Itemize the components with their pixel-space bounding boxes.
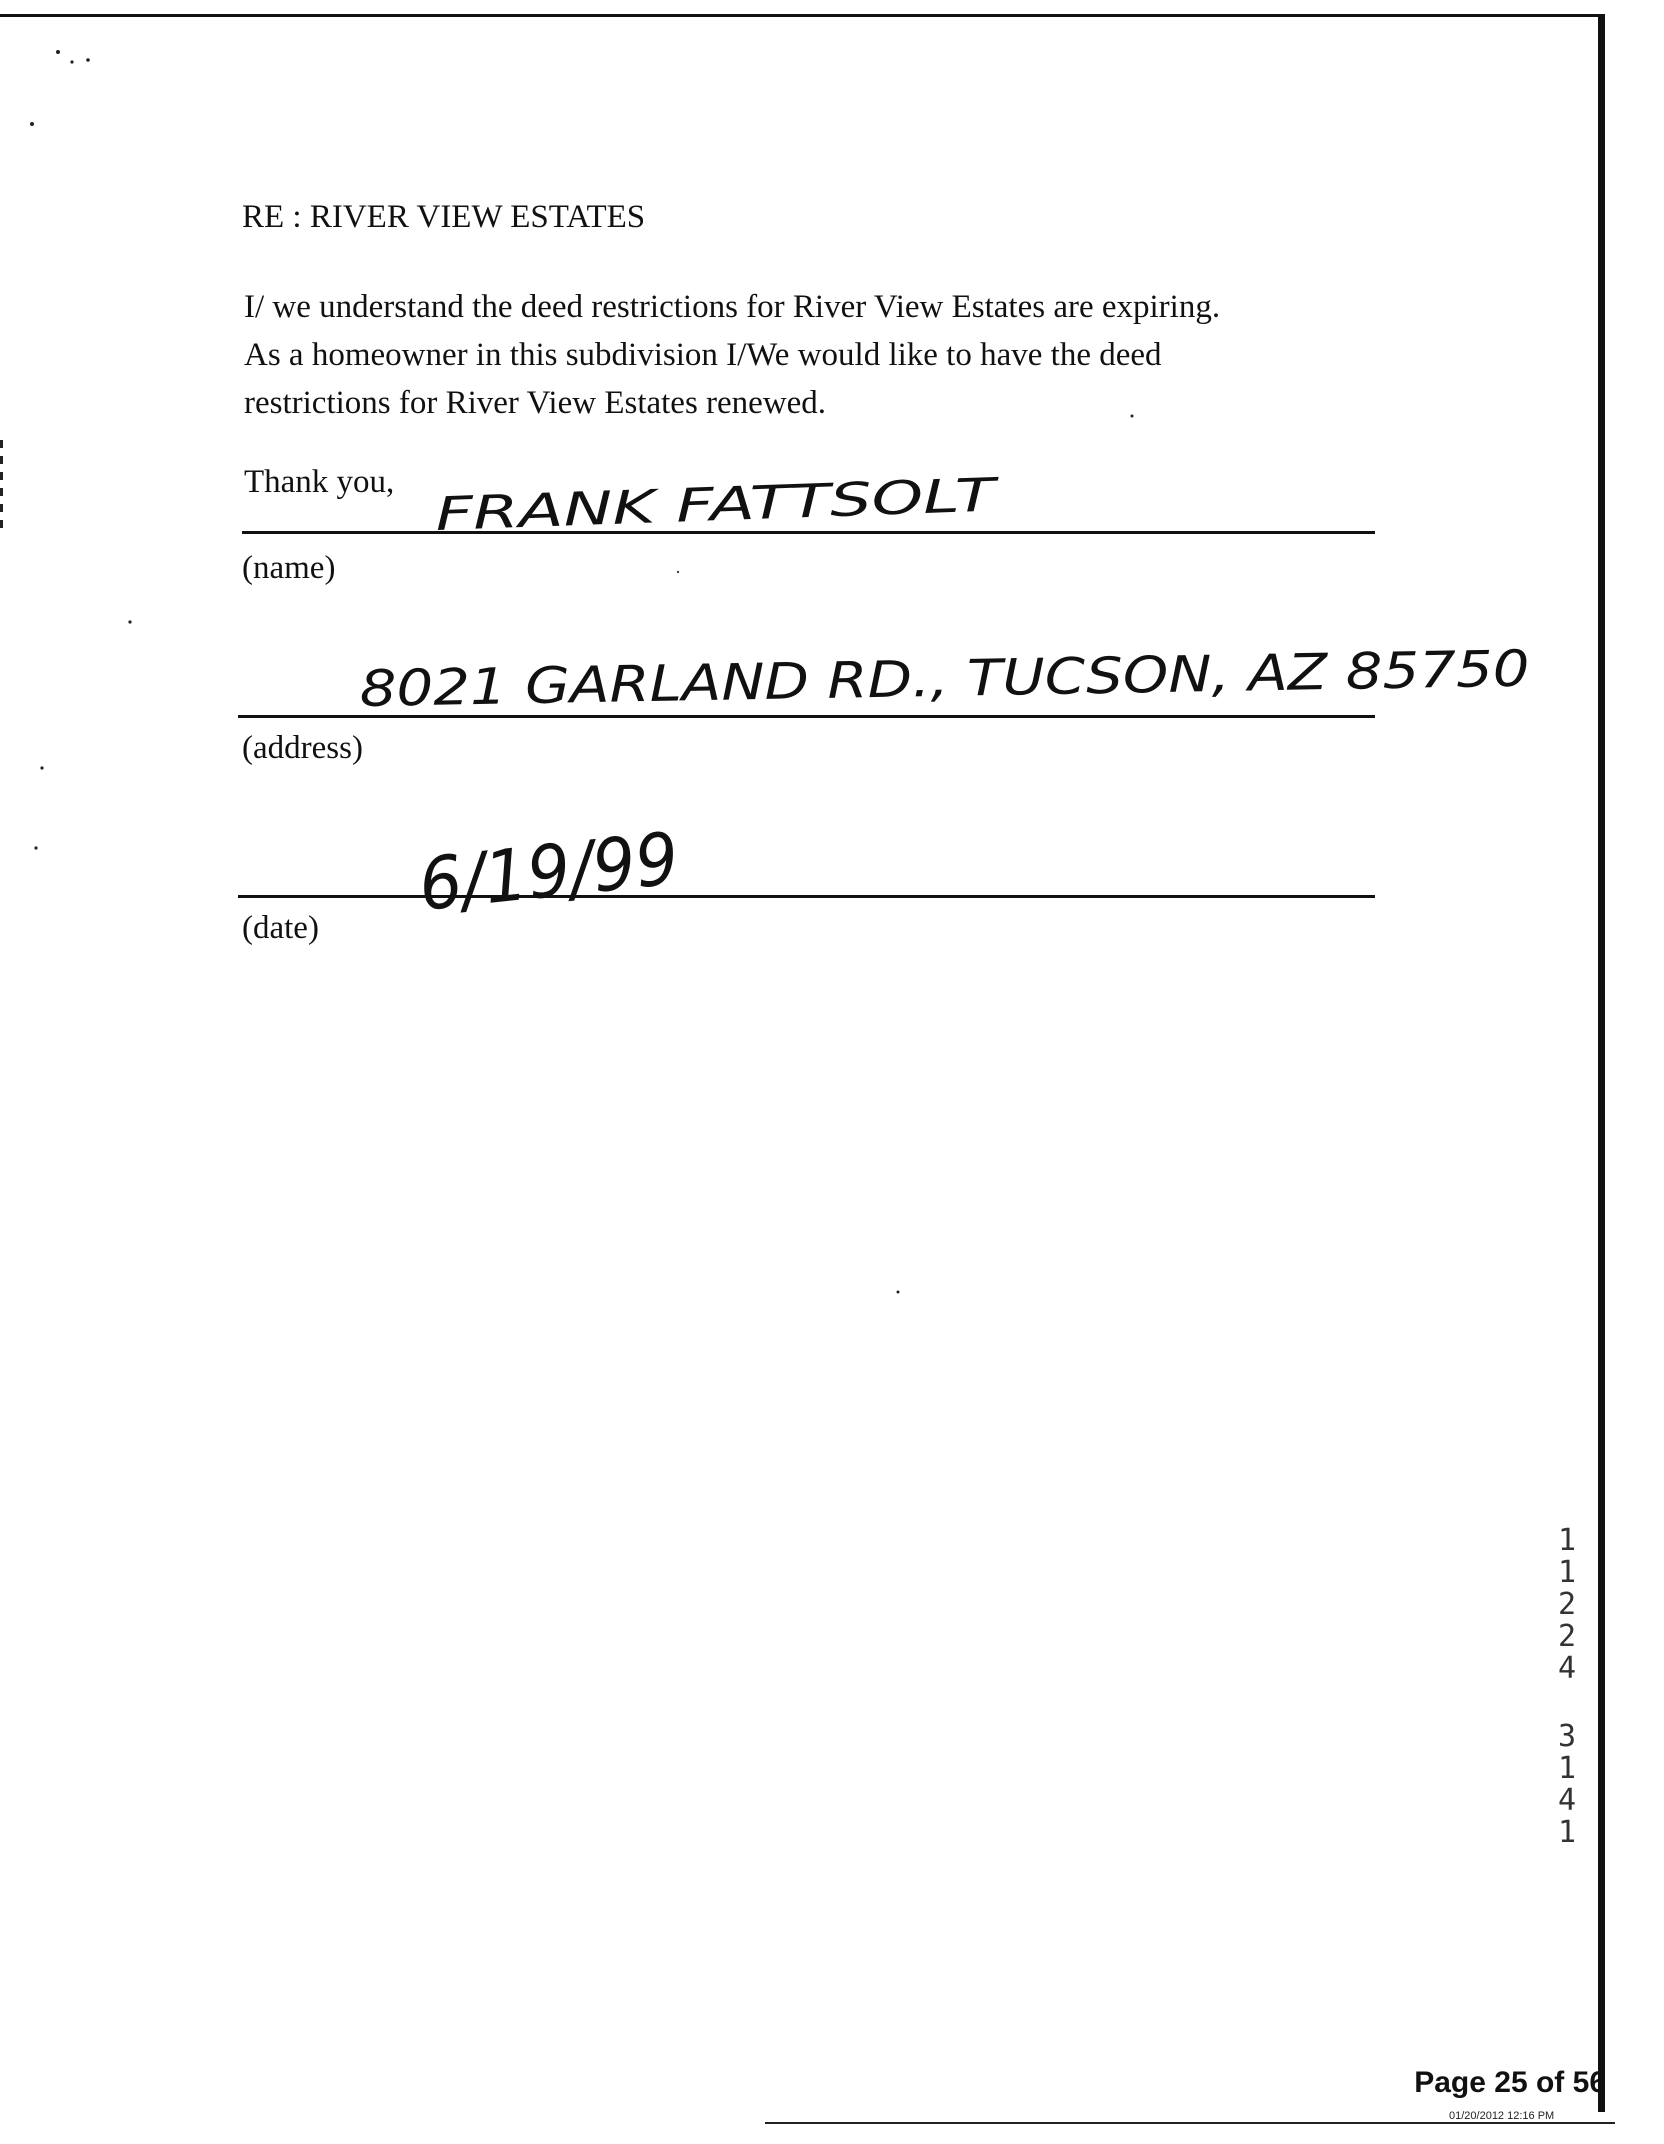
stamp-gap (1552, 1685, 1582, 1721)
handwritten-address: 8021 GARLAND RD., TUCSON, AZ 85750 (359, 642, 1373, 718)
document-id-stamp (1552, 1525, 1582, 1849)
body-line: I/ we understand the deed restrictions for River View Estates are expiring. (244, 289, 1221, 325)
page-number: Page 25 of 56 (1414, 2066, 1606, 2099)
stamp-digit: 1 (1557, 1815, 1577, 1850)
closing-text: Thank you, (244, 464, 395, 500)
date-label: (date) (242, 910, 319, 946)
stamp-digit: 1 (1557, 1555, 1577, 1590)
handwritten-name: FRANK FATTSOLT (434, 473, 830, 541)
stamp-digit: 4 (1557, 1651, 1577, 1686)
body-line: As a homeowner in this subdivision I/We would like to have the deed (244, 337, 1162, 373)
name-label: (name) (242, 550, 336, 586)
stamp-digit: 1 (1557, 1751, 1577, 1786)
stamp-digit: 2 (1557, 1619, 1577, 1654)
re-line: RE : RIVER VIEW ESTATES (242, 199, 646, 235)
stamp-digit: 1 (1557, 1523, 1577, 1558)
print-timestamp: 01/20/2012 12:16 PM (1449, 2110, 1555, 2122)
handwritten-date: 6/19/99 (414, 814, 700, 927)
body-line: restrictions for River View Estates renewed. (244, 385, 827, 421)
footer-rule (765, 2122, 1615, 2124)
stamp-digit: 4 (1557, 1783, 1577, 1818)
stamp-digit: 3 (1557, 1719, 1577, 1754)
stamp-digit: 2 (1557, 1587, 1577, 1622)
address-label: (address) (242, 730, 363, 766)
